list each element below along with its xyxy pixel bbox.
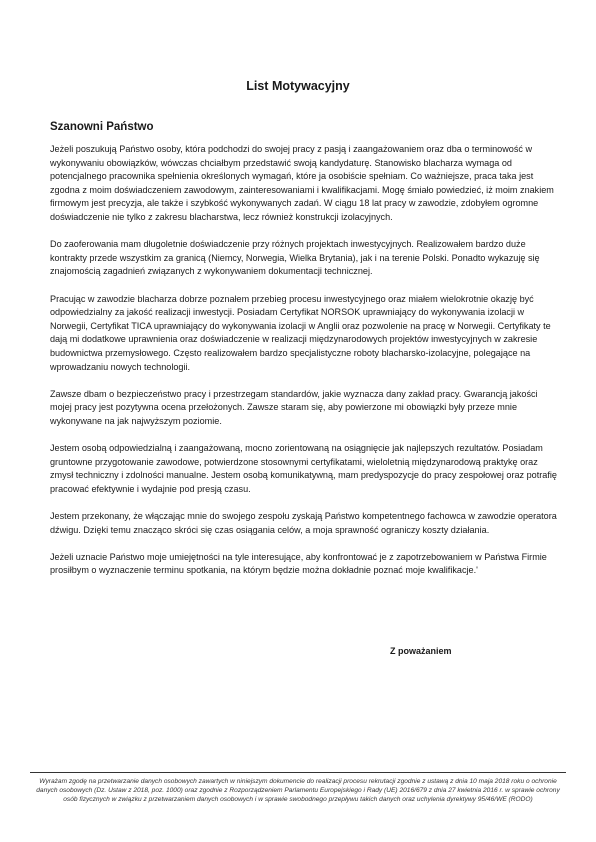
paragraph-certificates: Pracując w zawodzie blacharza dobrze poznałem przebieg procesu inwestycyjnego oraz miałem wielokrotnie okazję być odpowiedzialny za jakość realizacji inwestycji. Posiadam Certyfikat NORSOK uprawniający do wykonywania izolacji w Norwegii, Certyfikat TICA uprawniający do wykonywania izolacji w Anglii oraz pozwolenie na pracę w Norwegii. Certyfikaty te dają mi dodatkowe uprawnienia oraz doświadczenie w realizacji międzynarodowych projektów inwestycyjnych w zakresie budownictwa przemysłowego. Często realizowałem bardzo specjalistyczne roboty blacharsko-izolacyjne, polegające na wprowadzaniu nowych technologii. xyxy=(50,293,551,372)
letter-greeting: Szanowni Państwo xyxy=(50,121,154,133)
paragraph-conviction: Jestem przekonany, że włączając mnie do swojego zespołu zyskają Państwo kompetentnego fachowca w zawodzie operatora dźwigu. Dzięki temu znacząco skróci się czas osiągania celów, a moja sprawność ograniczy koszty działania. xyxy=(50,511,557,535)
letter-closing: Z poważaniem xyxy=(390,646,452,656)
paragraph-meeting-request: Jeżeli uznacie Państwo moje umiejętności na tyle interesujące, aby konfrontować je z zapotrzebowaniem w Państwa Firmie prosiłbym o wyznaczenie terminu spotkania, na którym będzie można dokładnie poznać moje kwalifikacje.' xyxy=(50,551,547,576)
footer-divider xyxy=(30,772,566,773)
letter-title: List Motywacyjny xyxy=(246,79,350,93)
gdpr-consent-clause: Wyrażam zgodę na przetwarzanie danych osobowych zawartych w niniejszym dokumencie do realizacji procesu rekrutacji zgodnie z ustawą z dnia 10 maja 2018 roku o ochronie danych osobowych (Dz. Ustaw z 2018, poz. 1000) oraz zgodnie z Rozporządzeniem Parlamentu Europejskiego i Rady (UE) 2016/679 z dnia 27 kwietnia 2016 r. w sprawie ochrony osób fizycznych w związku z przetwarzaniem danych osobowych i w sprawie swobodnego przepływu takich danych oraz uchylenia dyrektywy 95/46/WE (RODO) xyxy=(36,778,560,803)
paragraph-personal-qualities: Jestem osobą odpowiedzialną i zaangażowaną, mocno zorientowaną na osiągnięcie jak najlepszych rezultatów. Posiadam gruntowne przygotowanie zawodowe, potwierdzone stosownymi certyfikatami, wieloletnią międzynarodową praktykę oraz zmysł techniczny i zdolności manualne. Jestem osobą komunikatywną, mam predyspozycje do pracy zespołowej oraz potrafię pracować efektywnie i wydajnie pod presją czasu. xyxy=(50,443,557,494)
letter-body xyxy=(50,143,558,592)
paragraph-experience: Do zaoferowania mam długoletnie doświadczenie przy różnych projektach inwestycyjnych. Realizowałem bardzo duże kontrakty przede wszystkim za granicą (Niemcy, Norwegia, Wielka Brytania), jak i na terenie Polski. Ponadto wykazuję się znajomością zagadnień związanych z wykonywaniem dokumentacji technicznej. xyxy=(50,239,540,277)
paragraph-introduction: Jeżeli poszukują Państwo osoby, która podchodzi do swojej pracy z pasją i zaangażowaniem oraz dba o terminowość w wykonywaniu obowiązków, wówczas chciałbym przedstawić swoją kandydaturę. Stanowisko blacharza wymaga od potencjalnego pracownika spełnienia określonych wymagań, które ja osobiście spełniam. Co ważniejsze, praca taka jest zgodna z moim doświadczeniem zawodowym, zainteresowaniami i kwalifikacjami. Mogę śmiało powiedzieć, iż moim znakiem firmowym jest precyzja, ale także i szybkość wykonywanych zadań. W ciągu 18 lat pracy w zawodzie, zdobyłem ogromne doświadczenie nie tylko z zakresu blacharstwa, lecz również konstrukcji izolacyjnych. xyxy=(50,144,554,222)
paragraph-safety: Zawsze dbam o bezpieczeństwo pracy i przestrzegam standardów, jakie wyznacza dany zakład pracy. Gwarancją jakości mojej pracy jest pozytywna ocena przełożonych. Zawsze staram się, aby powierzone mi obowiązki były przeze mnie wykonywane na jak najwyższym poziomie. xyxy=(50,388,538,426)
